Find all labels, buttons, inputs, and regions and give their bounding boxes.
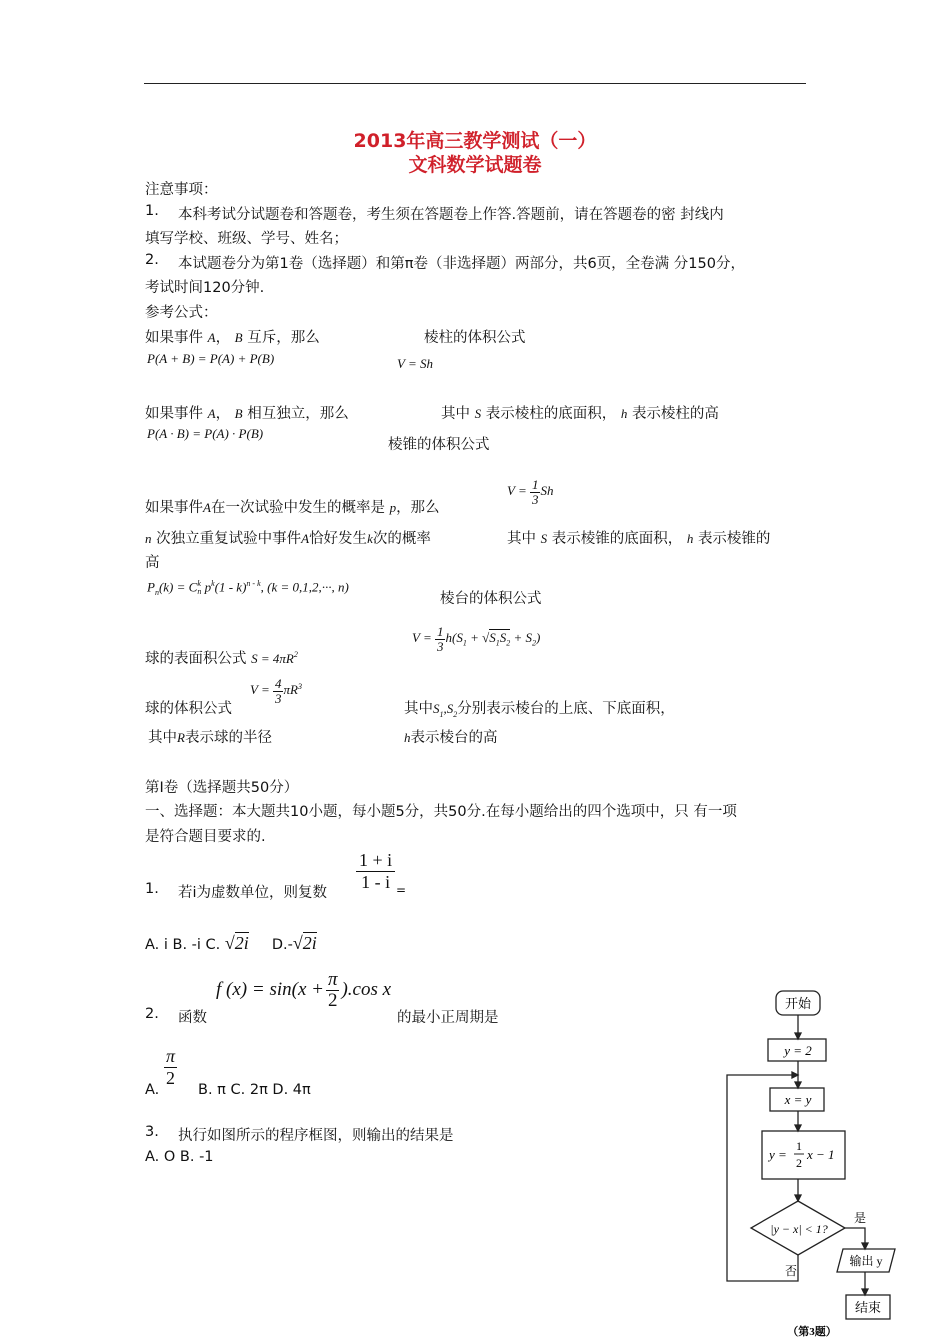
q2-tail: 的最小正周期是 — [397, 1010, 499, 1026]
formula-bernoulli — [145, 527, 431, 548]
var-a: A — [207, 406, 216, 421]
flow-update-den: 2 — [796, 1156, 802, 1170]
prism-note — [441, 402, 719, 423]
flowchart — [715, 985, 915, 1340]
sphere-volume-label: 球的体积公式 — [145, 701, 232, 717]
sub: 2 — [506, 638, 511, 648]
q3-text: 执行如图所示的程序框图，则输出的结果是 — [178, 1128, 454, 1144]
text: 表示棱台的高 — [410, 730, 498, 746]
frustum-note — [404, 697, 675, 719]
denominator: 3 — [274, 690, 282, 706]
q2-number: 2. — [145, 1006, 159, 1022]
text: 表示球的半径 — [184, 730, 272, 746]
flow-update-num: 1 — [796, 1139, 802, 1153]
var-n: n — [145, 531, 152, 546]
value: 2i — [302, 933, 317, 953]
var-s: S — [474, 406, 482, 421]
text: 次独立重复试验中事件 — [156, 531, 302, 547]
sub: 1 — [495, 638, 500, 648]
notice-2-number: 2. — [145, 252, 159, 268]
lhs: V = — [412, 630, 432, 646]
formula-heading: 参考公式： — [145, 305, 218, 321]
formula-product-probability: P(A · B) = P(A) · P(B) — [147, 426, 264, 441]
flow-yes-label: 是 — [854, 1211, 867, 1225]
var-h: h — [404, 730, 411, 745]
pyramid-note-cont: 高 — [145, 555, 160, 571]
var-s: S — [433, 701, 440, 716]
var-a: A — [203, 500, 211, 515]
expr: h(S — [445, 630, 463, 646]
sqrt-sign: √ — [292, 933, 303, 953]
header-rule — [144, 83, 806, 84]
q2-option-a: A. — [145, 1082, 160, 1098]
notice-1-number: 1. — [145, 203, 159, 219]
option-d-label: D.- — [271, 937, 293, 953]
section1-instructions: 一、选择题：本大题共10小题，每小题5分，共50分.在每小题给出的四个选项中，只 有一项 — [145, 804, 737, 820]
sphere-radius-note — [148, 726, 272, 747]
page-title: 2013年高三教学测试（一） — [353, 130, 597, 152]
flow-init: y = 2 — [784, 1043, 812, 1058]
sub: 1 — [462, 638, 467, 648]
comma: ， — [215, 406, 231, 422]
numerator: π — [166, 1046, 176, 1066]
denominator: 3 — [436, 638, 444, 654]
q1-fraction — [356, 850, 395, 893]
flow-update-tail: x − 1 — [807, 1147, 835, 1162]
q1-option-c — [225, 932, 249, 953]
q2-option-a-fraction — [164, 1046, 177, 1089]
text: 互斥，那么 — [247, 330, 320, 346]
sqrt-sign: √ — [482, 630, 490, 646]
text: 其中 — [507, 531, 536, 547]
numerator: 1 — [531, 477, 539, 492]
pyramid-volume-title: 棱锥的体积公式 — [388, 437, 490, 453]
q2-text: 函数 — [178, 1010, 207, 1026]
text: 相互独立，那么 — [247, 406, 349, 422]
p-term: p — [201, 579, 212, 595]
var-h: h — [686, 531, 694, 546]
flow-start: 开始 — [784, 996, 812, 1011]
pyramid-note — [507, 527, 770, 548]
notice-1-text-cont: 填写学校、班级、学号、姓名； — [145, 231, 348, 247]
frustum-volume-title: 棱台的体积公式 — [440, 591, 542, 607]
flow-caption: （第3题） — [787, 1326, 837, 1338]
flow-condition: |y − x| < 1? — [770, 1222, 828, 1236]
options-abc: A. i B. -i C. — [145, 937, 221, 953]
plus: + S — [510, 630, 533, 646]
s: S — [499, 630, 507, 646]
q1-options — [145, 933, 317, 954]
text: 恰好发生 — [309, 531, 368, 547]
var-a: A — [207, 330, 216, 345]
sup-k: k — [197, 579, 201, 589]
sphere-area-formula — [145, 647, 298, 668]
text: 如果事件 — [145, 500, 203, 516]
numerator: 1 — [436, 624, 444, 639]
frustum-volume-formula — [412, 625, 540, 653]
denominator: 3 — [531, 491, 539, 507]
q3-number: 3. — [145, 1124, 159, 1140]
numerator: π — [327, 969, 338, 990]
prism-volume-title: 棱柱的体积公式 — [424, 330, 526, 346]
text: 在一次试验中发生的概率是 — [210, 500, 385, 516]
q2-function — [216, 970, 391, 1011]
text: 次的概率 — [372, 531, 431, 547]
flow-update-lhs: y = — [769, 1147, 787, 1162]
sub: 2 — [532, 638, 537, 648]
var-k: k — [367, 531, 373, 546]
notice-heading: 注意事项： — [145, 182, 218, 198]
fraction — [326, 970, 340, 1011]
sub: 1 — [439, 709, 444, 719]
text: 球的表面积公式 — [145, 651, 247, 667]
q2-options: B. π C. 2π D. 4π — [198, 1082, 311, 1098]
sup-exp: n - k — [246, 579, 261, 588]
var-h: h — [620, 406, 628, 421]
denominator: 2 — [327, 989, 338, 1011]
formula-probability-p — [145, 496, 440, 517]
fraction — [435, 625, 446, 653]
text: 表示棱柱的高 — [631, 406, 719, 422]
q1-text: 若i为虚数单位，则复数 — [178, 885, 328, 901]
text: 表示棱锥的底面积， — [551, 531, 683, 547]
formula-independent — [145, 402, 349, 423]
page-subtitle: 文科数学试题卷 — [408, 154, 542, 176]
sphere-volume-formula — [250, 677, 302, 705]
text: 其中 — [148, 730, 177, 746]
flow-no-label: 否 — [785, 1264, 798, 1278]
value: 2i — [234, 933, 249, 953]
numerator: 4 — [274, 676, 282, 691]
sqrt-sign: √ — [224, 933, 235, 953]
binomial-formula — [147, 579, 349, 597]
flow-end: 结束 — [854, 1300, 882, 1315]
formula: S = 4πR — [251, 651, 294, 666]
p: P — [147, 579, 155, 595]
pyramid-volume-formula — [507, 478, 553, 506]
paren: ) — [536, 630, 541, 646]
plus: + — [466, 630, 483, 646]
text: ，那么 — [396, 500, 440, 516]
term: Sh — [540, 483, 554, 499]
exp: 2 — [293, 650, 298, 660]
text: 其中 — [441, 406, 470, 422]
expr: ).cos x — [341, 979, 392, 1001]
lhs: V = — [250, 682, 270, 698]
sub: 2 — [453, 709, 458, 719]
text: 如果事件 — [145, 330, 203, 346]
q3-options: A. O B. -1 — [145, 1149, 214, 1165]
expr: (k) = C — [158, 579, 198, 595]
notice-2-text-cont: 考试时间120分钟. — [145, 280, 265, 296]
prism-volume-formula: V = Sh — [397, 356, 433, 371]
expr: (1 - k) — [214, 579, 247, 595]
part1-heading: 第I卷（选择题共50分） — [145, 780, 299, 796]
var-r: R — [177, 730, 185, 745]
q1-number: 1. — [145, 881, 159, 897]
exp: 3 — [297, 681, 302, 691]
fraction — [273, 677, 284, 705]
text: 其中 — [404, 701, 433, 717]
s: S — [489, 630, 496, 646]
notice-2-text: 本试题卷分为第1卷（选择题）和第π卷（非选择题）两部分，共6页，全卷满 分150分， — [178, 256, 745, 272]
text: 表示棱锥的 — [697, 531, 771, 547]
term: πR — [283, 682, 298, 698]
sub-n: n — [197, 587, 202, 597]
lhs: V = — [507, 483, 527, 499]
notice-1-text: 本科考试分试题卷和答题卷，考生须在答题卷上作答.答题前，请在答题卷的密 封线内 — [178, 207, 724, 223]
q1-denominator: 1 - i — [361, 872, 391, 892]
sqrt-body — [489, 629, 511, 648]
var-b: B — [234, 330, 243, 345]
q1-option-d — [293, 932, 317, 953]
q1-equals: = — [396, 883, 407, 897]
comma: ， — [215, 330, 231, 346]
expr: f (x) = sin(x + — [216, 979, 324, 1001]
text: 如果事件 — [145, 406, 203, 422]
formula-sum-probability: P(A + B) = P(A) + P(B) — [147, 351, 275, 366]
var-s: ,S — [443, 701, 454, 716]
range: , (k = 0,1,2,···, n) — [260, 579, 349, 595]
fraction — [530, 478, 541, 506]
q1-numerator: 1 + i — [356, 850, 395, 872]
var-a: A — [301, 531, 310, 546]
text: 分别表示棱台的上底、下底面积， — [457, 701, 675, 717]
frustum-height-note — [404, 726, 498, 747]
section1-instructions-cont: 是符合题目要求的. — [145, 829, 266, 845]
denominator: 2 — [166, 1068, 176, 1088]
sub-n: n — [154, 587, 159, 597]
var-p: p — [389, 500, 397, 515]
var-b: B — [234, 406, 243, 421]
text: 表示棱柱的底面积， — [485, 406, 617, 422]
sup-k: k — [211, 579, 215, 588]
flow-assign: x = y — [784, 1092, 812, 1107]
formula-mutually-exclusive — [145, 326, 320, 347]
flow-output: 输出 y — [849, 1254, 883, 1268]
var-s: S — [540, 531, 548, 546]
